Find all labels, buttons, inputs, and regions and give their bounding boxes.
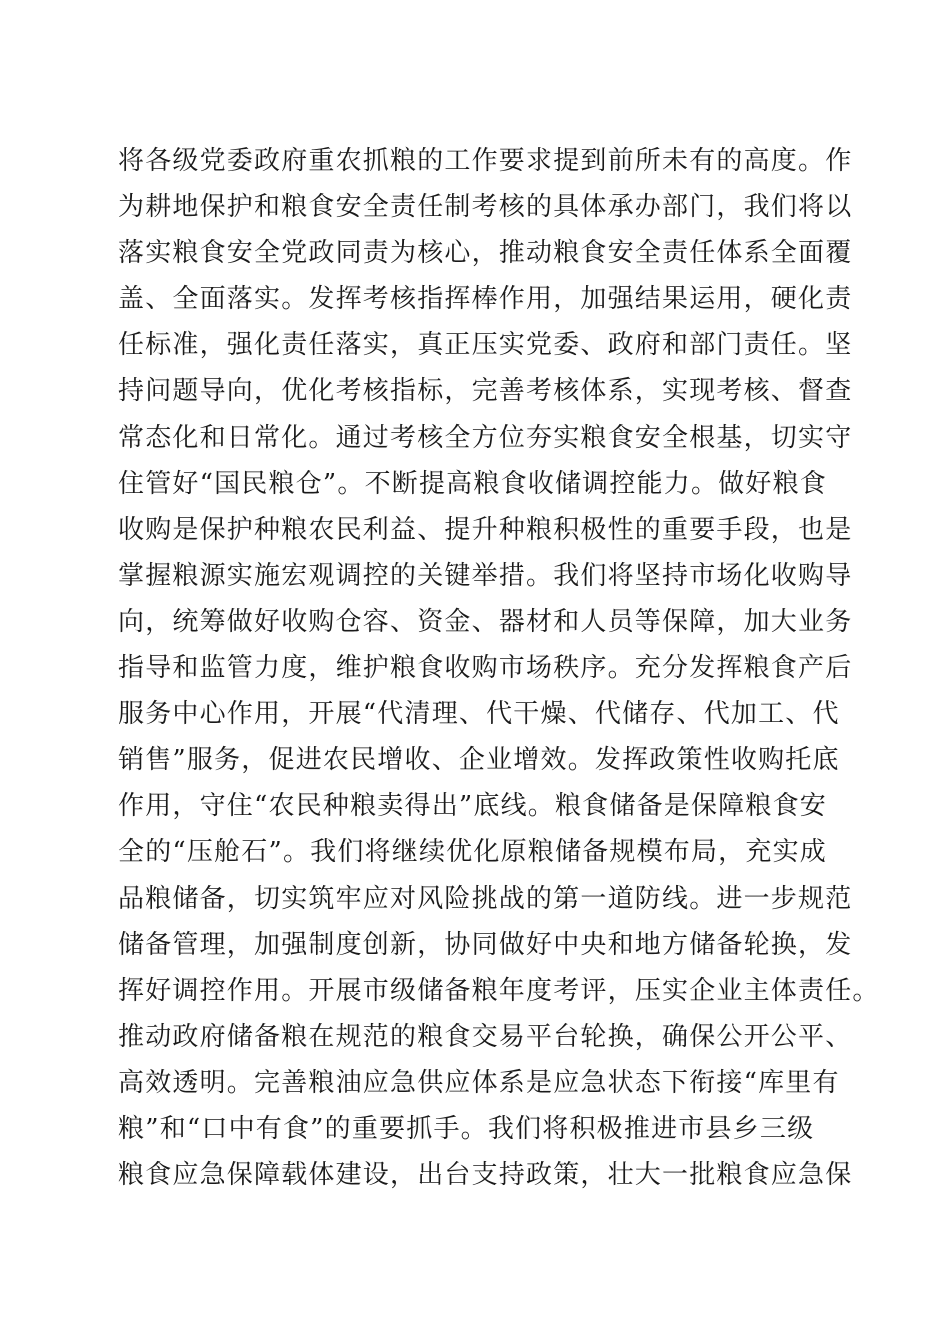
text-line: 全的“压舱石”。我们将继续优化原粮储备规模布局，充实成 bbox=[118, 837, 827, 868]
body-paragraph bbox=[118, 138, 880, 1198]
text-line: 品粮储备，切实筑牢应对风险挑战的第一道防线。进一步规范 bbox=[118, 883, 853, 914]
text-line: 盖、全面落实。发挥考核指挥棒作用，加强结果运用，硬化责 bbox=[118, 284, 853, 315]
text-line: 落实粮食安全党政同责为核心，推动粮食安全责任体系全面覆 bbox=[118, 238, 853, 269]
text-line: 持问题导向，优化考核指标，完善考核体系，实现考核、督查 bbox=[118, 376, 853, 407]
text-line: 指导和监管力度，维护粮食收购市场秩序。充分发挥粮食产后 bbox=[118, 653, 853, 684]
text-line: 粮”和“口中有食”的重要抓手。我们将积极推进市县乡三级 bbox=[118, 1113, 815, 1144]
text-line: 高效透明。完善粮油应急供应体系是应急状态下衔接“库里有 bbox=[118, 1067, 840, 1098]
text-line: 向，统筹做好收购仓容、资金、器材和人员等保障，加大业务 bbox=[118, 606, 853, 637]
text-line: 为耕地保护和粮食安全责任制考核的具体承办部门，我们将以 bbox=[118, 192, 853, 223]
text-line: 作用，守住“农民种粮卖得出”底线。粮食储备是保障粮食安 bbox=[118, 791, 827, 822]
text-line: 将各级党委政府重农抓粮的工作要求提到前所未有的高度。作 bbox=[118, 146, 853, 176]
text-line: 挥好调控作用。开展市级储备粮年度考评，压实企业主体责任。 bbox=[118, 975, 880, 1006]
text-line: 掌握粮源实施宏观调控的关键举措。我们将坚持市场化收购导 bbox=[118, 560, 853, 591]
text-line: 销售”服务，促进农民增收、企业增效。发挥政策性收购托底 bbox=[118, 745, 840, 776]
text-line: 常态化和日常化。通过考核全方位夯实粮食安全根基，切实守 bbox=[118, 422, 853, 453]
text-line: 推动政府储备粮在规范的粮食交易平台轮换，确保公开公平、 bbox=[118, 1021, 853, 1052]
text-line: 服务中心作用，开展“代清理、代干燥、代储存、代加工、代 bbox=[118, 699, 840, 730]
text-line: 收购是保护种粮农民利益、提升种粮积极性的重要手段，也是 bbox=[118, 514, 853, 545]
text-line: 储备管理，加强制度创新，协同做好中央和地方储备轮换，发 bbox=[118, 929, 853, 960]
text-line: 任标准，强化责任落实，真正压实党委、政府和部门责任。坚 bbox=[118, 330, 853, 361]
text-line: 粮食应急保障载体建设，出台支持政策，壮大一批粮食应急保 bbox=[118, 1160, 853, 1191]
text-line: 住管好“国民粮仓”。不断提高粮食收储调控能力。做好粮食 bbox=[118, 468, 827, 499]
